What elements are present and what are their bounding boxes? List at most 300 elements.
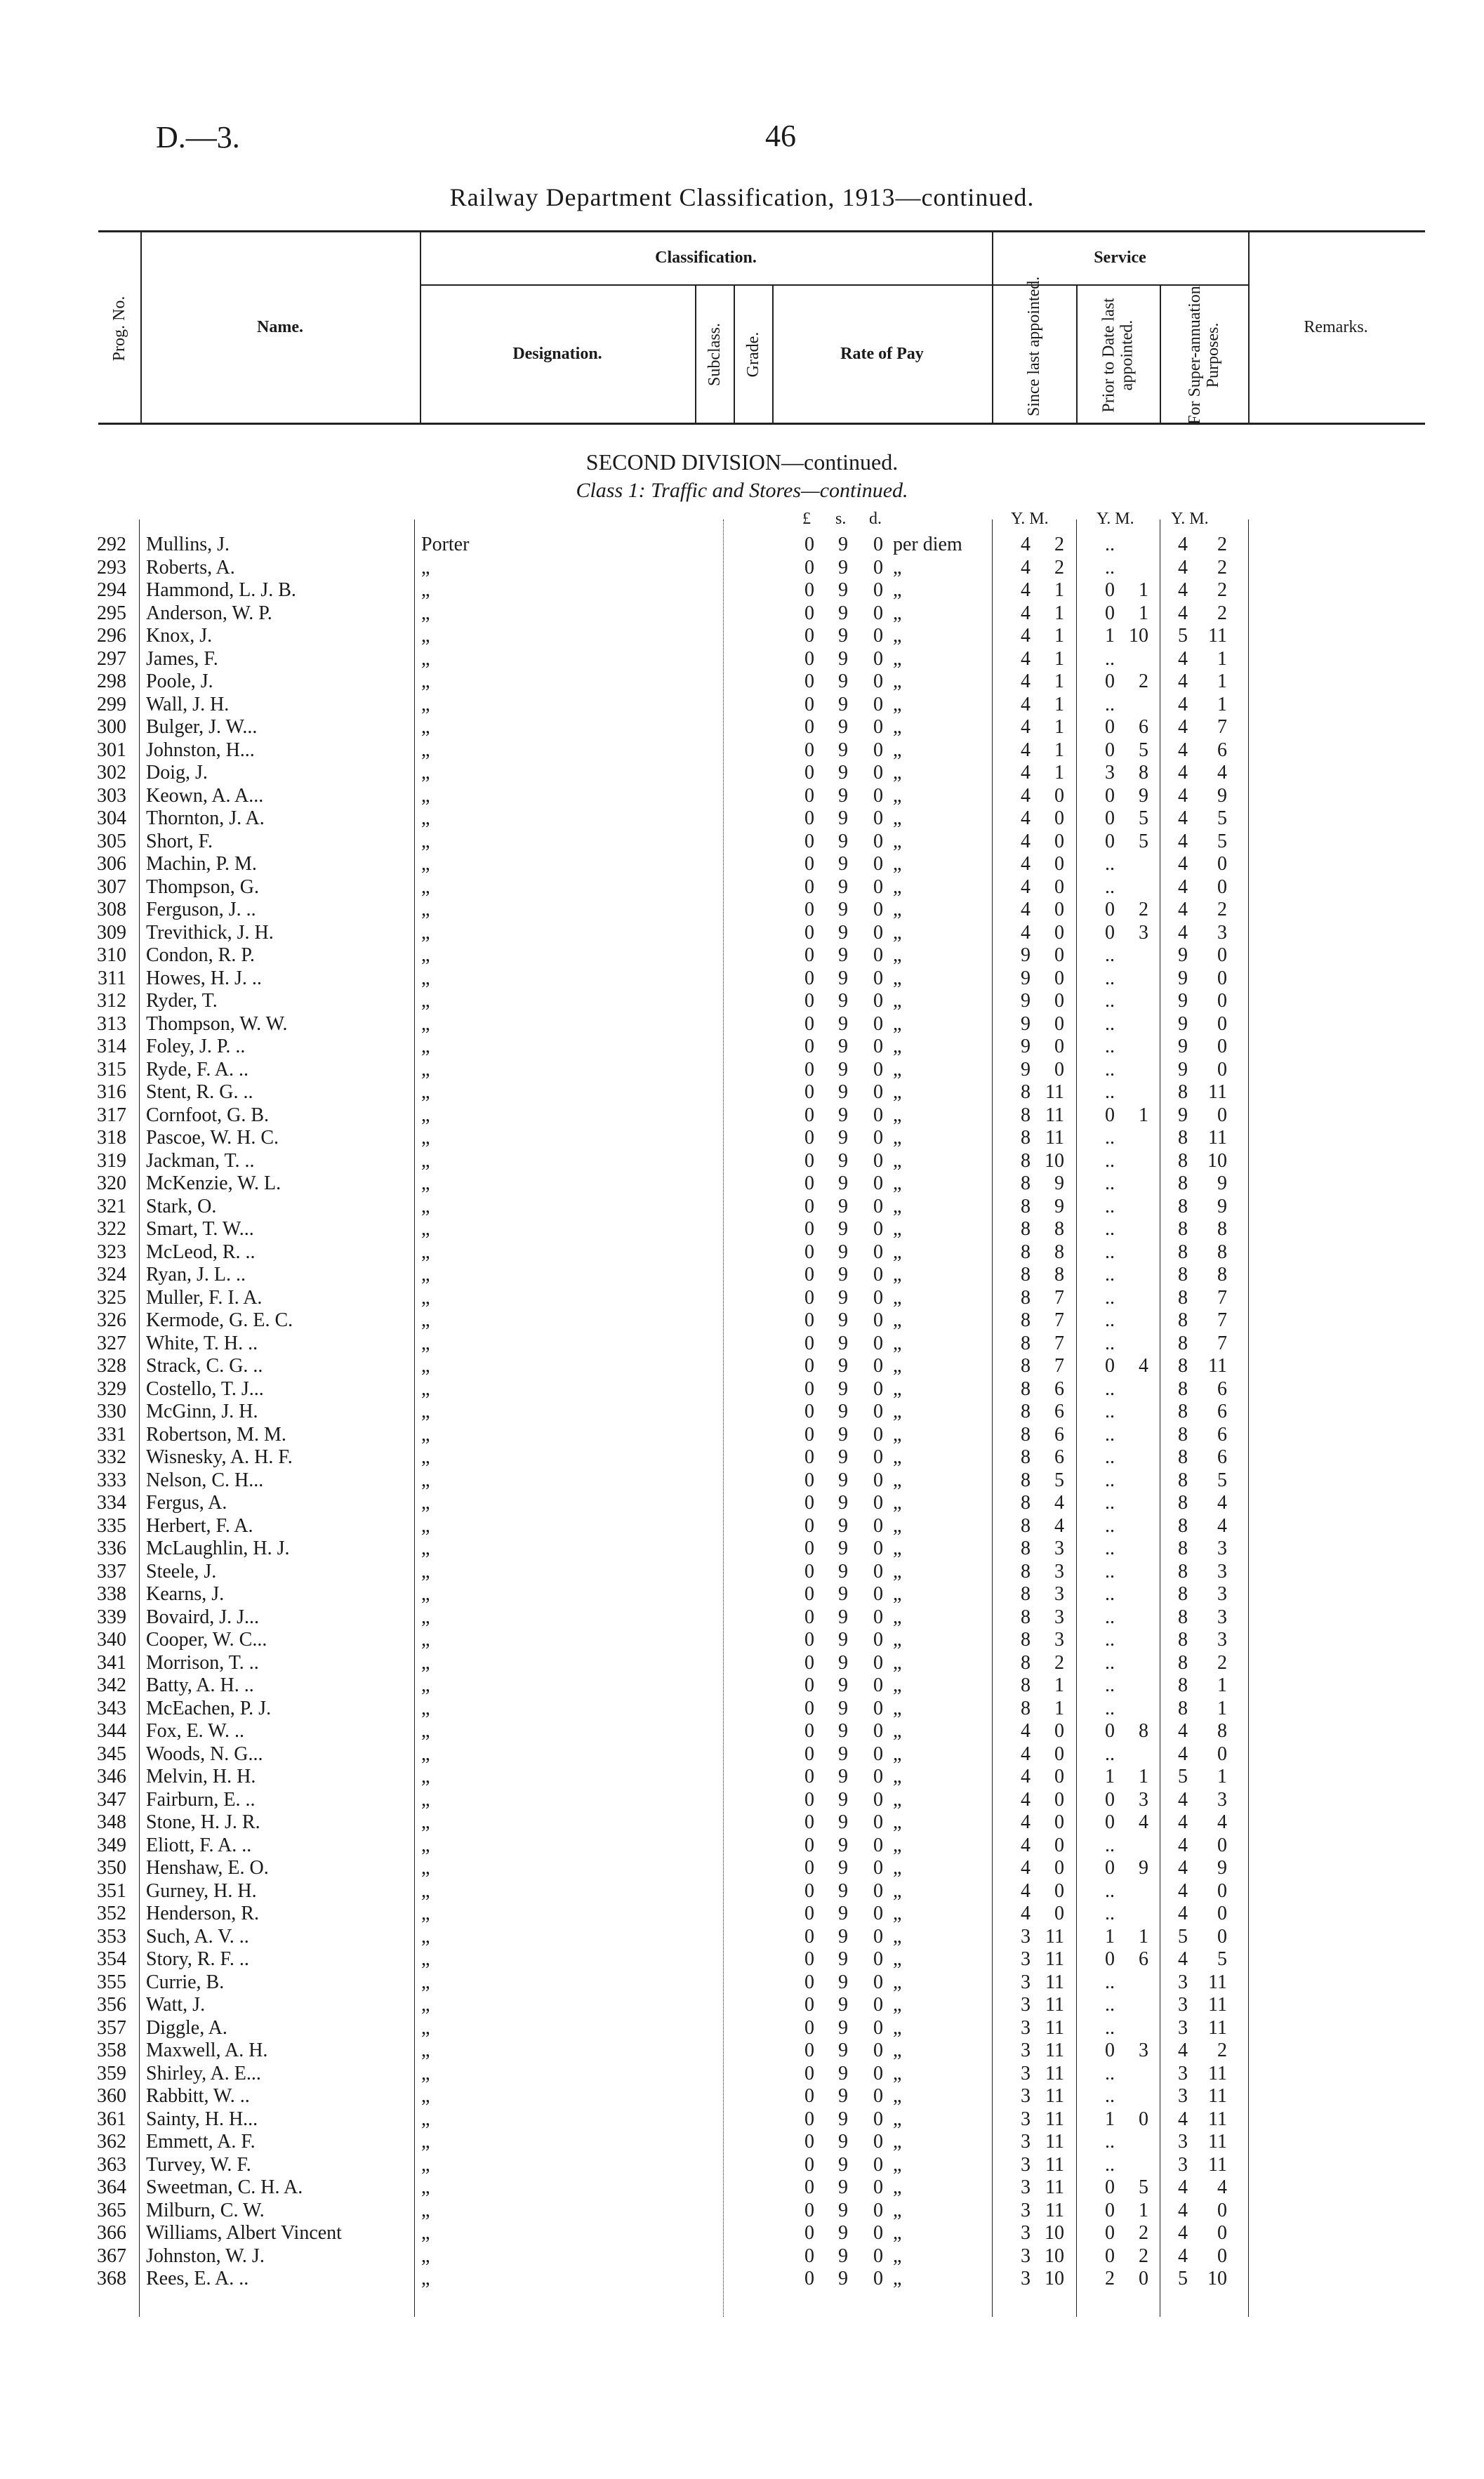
table-row — [0, 1424, 1484, 1447]
name-cell: Stent, R. G. .. — [146, 1081, 253, 1103]
prior-years-cell: .. — [1105, 1743, 1115, 1765]
prog-no-cell: 363 — [97, 2153, 126, 2176]
superannuation-years-cell: 3 — [1178, 1994, 1188, 2016]
superannuation-years-cell: 4 — [1178, 762, 1188, 784]
name-cell: Bulger, J. W... — [146, 716, 258, 738]
table-row — [0, 1538, 1484, 1561]
designation-cell: „ — [421, 1697, 430, 1719]
superannuation-years-cell: 8 — [1178, 1149, 1188, 1172]
pay-pounds-cell: 0 — [804, 1925, 814, 1948]
table-row — [0, 922, 1484, 945]
table-row — [0, 1492, 1484, 1515]
pay-shillings-cell: 9 — [838, 1743, 848, 1765]
superannuation-years-cell: 8 — [1178, 1332, 1188, 1354]
designation-cell: „ — [421, 1309, 430, 1331]
superannuation-months-cell: 8 — [1217, 1264, 1227, 1285]
designation-cell: „ — [421, 1127, 430, 1149]
since-last-years-cell: 8 — [1021, 1195, 1031, 1217]
table-row — [0, 1127, 1484, 1150]
pay-period-cell: „ — [893, 1104, 902, 1126]
superannuation-years-cell: 4 — [1178, 693, 1188, 715]
since-last-years-cell: 3 — [1021, 1948, 1031, 1970]
since-last-months-cell: 0 — [1054, 875, 1064, 898]
designation-cell: „ — [421, 625, 430, 647]
pay-shillings-cell: 9 — [838, 1149, 848, 1172]
superannuation-months-cell: 0 — [1217, 2222, 1227, 2244]
name-cell: Batty, A. H. .. — [146, 1674, 254, 1696]
since-last-years-cell: 8 — [1021, 1264, 1031, 1285]
prior-months-cell: 8 — [1139, 1720, 1148, 1742]
since-last-months-cell: 11 — [1045, 2108, 1064, 2130]
prog-no-cell: 305 — [97, 830, 126, 852]
pay-pence-cell: 0 — [873, 2199, 883, 2221]
designation-header: Designation. — [512, 345, 602, 363]
pay-pence-cell: 0 — [873, 830, 883, 852]
pay-pounds-cell: 0 — [804, 899, 814, 920]
pay-period-cell: „ — [893, 556, 902, 579]
superannuation-months-cell: 1 — [1217, 670, 1227, 692]
since-last-years-cell: 3 — [1021, 1925, 1031, 1948]
prog-no-cell: 328 — [97, 1355, 126, 1377]
since-last-months-cell: 0 — [1054, 1857, 1064, 1879]
designation-cell: „ — [421, 647, 430, 670]
superannuation-years-cell: 5 — [1178, 1925, 1188, 1948]
superannuation-months-cell: 8 — [1217, 1218, 1227, 1240]
pay-pounds-cell: 0 — [804, 1651, 814, 1674]
table-row — [0, 831, 1484, 854]
prog-no-cell: 331 — [97, 1423, 126, 1446]
designation-cell: „ — [421, 1241, 430, 1263]
since-last-years-cell: 8 — [1021, 1560, 1031, 1582]
name-cell: Short, F. — [146, 830, 213, 852]
pay-shillings-cell: 9 — [838, 647, 848, 670]
pay-shillings-cell: 9 — [838, 1036, 848, 1057]
table-row — [0, 1835, 1484, 1858]
pay-period-cell: „ — [893, 1811, 902, 1833]
table-row — [0, 625, 1484, 648]
since-last-months-cell: 0 — [1054, 1788, 1064, 1811]
prog-no-cell: 318 — [97, 1127, 126, 1149]
pay-pounds-cell: 0 — [804, 1674, 814, 1696]
table-row — [0, 1629, 1484, 1652]
superannuation-months-cell: 0 — [1217, 1012, 1227, 1035]
pay-shillings-cell: 9 — [838, 1058, 848, 1080]
pay-period-cell: „ — [893, 1172, 902, 1194]
since-last-years-cell: 3 — [1021, 2040, 1031, 2061]
pay-pounds-cell: 0 — [804, 647, 814, 670]
prog-no-cell: 304 — [97, 807, 126, 829]
pay-shillings-cell: 9 — [838, 2176, 848, 2198]
since-last-years-cell: 4 — [1021, 1879, 1031, 1902]
pay-pounds-cell: 0 — [804, 1514, 814, 1537]
pay-pounds-cell: 0 — [804, 1994, 814, 2016]
since-last-years-cell: 8 — [1021, 1697, 1031, 1719]
superannuation-years-cell: 4 — [1178, 1834, 1188, 1856]
pay-shillings-cell: 9 — [838, 1857, 848, 1879]
prog-no-cell: 309 — [97, 921, 126, 944]
prog-no-cell: 292 — [97, 534, 126, 555]
prog-no-cell: 352 — [97, 1903, 126, 1924]
prior-years-cell: .. — [1105, 1697, 1115, 1719]
prior-years-cell: 0 — [1105, 1104, 1115, 1126]
pay-period-cell: „ — [893, 875, 902, 898]
pay-pounds-cell: 0 — [804, 1309, 814, 1331]
pay-shillings-cell: 9 — [838, 762, 848, 784]
prog-no-cell: 344 — [97, 1720, 126, 1742]
pay-pence-cell: 0 — [873, 1401, 883, 1422]
pay-pounds-cell: 0 — [804, 990, 814, 1012]
superannuation-years-cell: 5 — [1178, 625, 1188, 647]
since-last-years-cell: 9 — [1021, 1058, 1031, 1080]
prog-no-cell: 360 — [97, 2085, 126, 2107]
prior-years-cell: 3 — [1105, 762, 1115, 784]
pay-pence-cell: 0 — [873, 1674, 883, 1696]
designation-cell: „ — [421, 2199, 430, 2221]
prog-no-cell: 297 — [97, 647, 126, 670]
pay-pence-cell: 0 — [873, 1149, 883, 1172]
pay-shillings-cell: 9 — [838, 990, 848, 1012]
prior-years-cell: .. — [1105, 1674, 1115, 1696]
since-last-years-cell: 3 — [1021, 2176, 1031, 2198]
name-cell: Bovaird, J. J... — [146, 1606, 259, 1628]
superannuation-years-cell: 4 — [1178, 784, 1188, 807]
pay-shillings-cell: 9 — [838, 1994, 848, 2016]
prog-no-cell: 295 — [97, 602, 126, 624]
superannuation-years-cell: 9 — [1178, 990, 1188, 1012]
since-last-months-cell: 11 — [1045, 2199, 1064, 2221]
table-row — [0, 990, 1484, 1013]
pay-pounds-cell: 0 — [804, 1241, 814, 1263]
pay-shillings-cell: 9 — [838, 967, 848, 989]
since-last-months-cell: 11 — [1045, 1127, 1064, 1149]
table-row — [0, 2222, 1484, 2245]
name-cell: Fox, E. W. .. — [146, 1720, 245, 1742]
pay-shillings-cell: 9 — [838, 2199, 848, 2221]
pay-shillings-cell: 9 — [838, 875, 848, 898]
pay-pounds-cell: 0 — [804, 1720, 814, 1742]
prog-no-cell: 349 — [97, 1834, 126, 1856]
years-months-unit: Y. M. — [1011, 510, 1049, 528]
prior-years-cell: .. — [1105, 1560, 1115, 1582]
since-last-months-cell: 3 — [1054, 1560, 1064, 1582]
pay-shillings-cell: 9 — [838, 2062, 848, 2084]
since-last-months-cell: 6 — [1054, 1446, 1064, 1468]
prog-no-cell: 299 — [97, 693, 126, 715]
since-last-years-cell: 8 — [1021, 1355, 1031, 1377]
name-cell: McEachen, P. J. — [146, 1697, 272, 1719]
pay-shillings-cell: 9 — [838, 2040, 848, 2061]
pay-shillings-cell: 9 — [838, 1241, 848, 1263]
pay-period-cell: „ — [893, 1674, 902, 1696]
since-last-years-cell: 3 — [1021, 1971, 1031, 1993]
designation-cell: „ — [421, 1834, 430, 1856]
since-last-months-cell: 0 — [1054, 807, 1064, 829]
designation-cell: „ — [421, 1903, 430, 1924]
superannuation-months-cell: 11 — [1208, 2062, 1227, 2084]
pay-pence-cell: 0 — [873, 1948, 883, 1970]
prior-years-cell: .. — [1105, 1149, 1115, 1172]
since-last-months-cell: 6 — [1054, 1423, 1064, 1446]
since-last-months-cell: 4 — [1054, 1492, 1064, 1514]
prior-years-cell: 2 — [1105, 2268, 1115, 2289]
superannuation-years-cell: 4 — [1178, 807, 1188, 829]
name-header: Name. — [257, 317, 303, 336]
prior-to-date-header: Prior to Date last appointed. — [1099, 298, 1137, 413]
since-last-years-cell: 8 — [1021, 1127, 1031, 1149]
prog-no-cell: 298 — [97, 670, 126, 692]
designation-cell: „ — [421, 2062, 430, 2084]
since-last-months-cell: 1 — [1054, 1674, 1064, 1696]
superannuation-years-cell: 8 — [1178, 1674, 1188, 1696]
superannuation-years-cell: 8 — [1178, 1629, 1188, 1651]
name-cell: Sainty, H. H... — [146, 2108, 258, 2130]
name-cell: Howes, H. J. .. — [146, 967, 262, 989]
since-last-months-cell: 1 — [1054, 670, 1064, 692]
pay-pence-cell: 0 — [873, 1081, 883, 1103]
prior-years-cell: 0 — [1105, 1788, 1115, 1811]
superannuation-years-cell: 8 — [1178, 1606, 1188, 1628]
name-cell: Strack, C. G. .. — [146, 1355, 263, 1377]
prior-years-cell: .. — [1105, 1583, 1115, 1605]
since-last-years-cell: 4 — [1021, 534, 1031, 555]
superannuation-months-cell: 6 — [1217, 1401, 1227, 1422]
pay-period-cell: „ — [893, 1834, 902, 1856]
name-cell: Robertson, M. M. — [146, 1423, 286, 1446]
table-row — [0, 1081, 1484, 1104]
name-cell: Ryan, J. L. .. — [146, 1264, 246, 1285]
pay-pounds-cell: 0 — [804, 1423, 814, 1446]
name-cell: Cornfoot, G. B. — [146, 1104, 269, 1126]
superannuation-months-cell: 11 — [1208, 1971, 1227, 1993]
name-cell: Doig, J. — [146, 762, 208, 784]
since-last-years-cell: 9 — [1021, 967, 1031, 989]
prior-months-cell: 5 — [1139, 2176, 1148, 2198]
superannuation-months-cell: 2 — [1217, 602, 1227, 624]
pay-pence-cell: 0 — [873, 2268, 883, 2289]
prior-years-cell: .. — [1105, 1651, 1115, 1674]
since-last-months-cell: 11 — [1045, 2153, 1064, 2176]
pay-pounds-cell: 0 — [804, 1948, 814, 1970]
pay-shillings-cell: 9 — [838, 944, 848, 966]
designation-cell: „ — [421, 762, 430, 784]
since-last-months-cell: 0 — [1054, 1012, 1064, 1035]
designation-cell: „ — [421, 1012, 430, 1035]
since-last-months-cell: 1 — [1054, 739, 1064, 761]
pay-pence-cell: 0 — [873, 1857, 883, 1879]
prog-no-cell: 307 — [97, 875, 126, 898]
superannuation-months-cell: 5 — [1217, 1469, 1227, 1491]
designation-cell: „ — [421, 1377, 430, 1400]
prior-years-cell: .. — [1105, 1879, 1115, 1902]
since-last-years-cell: 4 — [1021, 762, 1031, 784]
name-cell: Sweetman, C. H. A. — [146, 2176, 303, 2198]
table-row — [0, 2176, 1484, 2200]
superannuation-months-cell: 3 — [1217, 1560, 1227, 1582]
superannuation-years-cell: 4 — [1178, 602, 1188, 624]
prior-years-cell: 1 — [1105, 1925, 1115, 1948]
pay-period-cell: „ — [893, 2199, 902, 2221]
since-last-years-cell: 8 — [1021, 1583, 1031, 1605]
superannuation-years-cell: 4 — [1178, 556, 1188, 579]
pay-period-cell: „ — [893, 1286, 902, 1309]
pay-pounds-cell: 0 — [804, 1332, 814, 1354]
prog-no-cell: 323 — [97, 1241, 126, 1263]
table-row — [0, 1948, 1484, 1971]
superannuation-years-cell: 8 — [1178, 1195, 1188, 1217]
since-last-months-cell: 0 — [1054, 921, 1064, 944]
class-title: Class 1: Traffic and Stores—continued. — [576, 479, 908, 502]
pay-pounds-cell: 0 — [804, 1629, 814, 1651]
pay-period-cell: „ — [893, 1241, 902, 1263]
pay-period-cell: „ — [893, 1651, 902, 1674]
name-cell: Fergus, A. — [146, 1492, 227, 1514]
superannuation-years-cell: 4 — [1178, 1720, 1188, 1742]
pay-pounds-cell: 0 — [804, 625, 814, 647]
superannuation-months-cell: 11 — [1208, 2153, 1227, 2176]
pay-pounds-cell: 0 — [804, 2199, 814, 2221]
page-number: 46 — [765, 119, 796, 153]
table-row — [0, 899, 1484, 922]
unit-headings — [0, 510, 1484, 534]
pay-pence-cell: 0 — [873, 625, 883, 647]
years-months-unit: Y. M. — [1097, 510, 1134, 528]
pay-shillings-cell: 9 — [838, 693, 848, 715]
pay-pounds-cell: 0 — [804, 716, 814, 738]
prior-months-cell: 8 — [1139, 762, 1148, 784]
prior-years-cell: .. — [1105, 556, 1115, 579]
pay-period-cell: „ — [893, 1720, 902, 1742]
prior-years-cell: 0 — [1105, 1720, 1115, 1742]
prog-no-cell: 358 — [97, 2040, 126, 2061]
name-cell: Hammond, L. J. B. — [146, 579, 296, 601]
since-last-months-cell: 0 — [1054, 967, 1064, 989]
name-cell: Nelson, C. H... — [146, 1469, 264, 1491]
since-last-years-cell: 4 — [1021, 899, 1031, 920]
since-last-months-cell: 8 — [1054, 1241, 1064, 1263]
since-last-years-cell: 9 — [1021, 990, 1031, 1012]
designation-cell: „ — [421, 2016, 430, 2039]
since-last-years-cell: 4 — [1021, 602, 1031, 624]
superannuation-months-cell: 6 — [1217, 1446, 1227, 1468]
table-row — [0, 648, 1484, 671]
prior-years-cell: .. — [1105, 1332, 1115, 1354]
name-cell: Henshaw, E. O. — [146, 1857, 269, 1879]
pay-pounds-cell: 0 — [804, 2222, 814, 2244]
prog-no-header: Prog. No. — [110, 296, 128, 362]
pay-pounds-cell: 0 — [804, 875, 814, 898]
superannuation-months-cell: 11 — [1208, 2131, 1227, 2153]
prior-years-cell: 0 — [1105, 2222, 1115, 2244]
superannuation-months-cell: 11 — [1208, 1081, 1227, 1103]
designation-cell: Porter — [421, 534, 470, 555]
pay-pounds-cell: 0 — [804, 1058, 814, 1080]
table-row — [0, 1652, 1484, 1675]
since-last-months-cell: 7 — [1054, 1355, 1064, 1377]
superannuation-months-cell: 10 — [1207, 2268, 1227, 2289]
prior-years-cell: .. — [1105, 944, 1115, 966]
pay-period-cell: per diem — [893, 534, 962, 555]
pay-pence-cell: 0 — [873, 2245, 883, 2267]
table-row — [0, 1857, 1484, 1880]
pay-pounds-cell: 0 — [804, 830, 814, 852]
prog-no-cell: 337 — [97, 1560, 126, 1582]
prog-no-cell: 322 — [97, 1218, 126, 1240]
superannuation-years-cell: 8 — [1178, 1241, 1188, 1263]
pay-shillings-cell: 9 — [838, 2153, 848, 2176]
superannuation-years-cell: 8 — [1178, 1697, 1188, 1719]
name-cell: Thornton, J. A. — [146, 807, 265, 829]
superannuation-years-cell: 4 — [1178, 921, 1188, 944]
prog-no-cell: 301 — [97, 739, 126, 761]
pay-pounds-cell: 0 — [804, 693, 814, 715]
since-last-months-cell: 8 — [1054, 1218, 1064, 1240]
superannuation-years-cell: 4 — [1178, 2176, 1188, 2198]
pay-pounds-cell: 0 — [804, 1355, 814, 1377]
table-row — [0, 534, 1484, 557]
prog-no-cell: 330 — [97, 1401, 126, 1422]
table-row — [0, 1994, 1484, 2017]
since-last-years-cell: 4 — [1021, 875, 1031, 898]
pay-pence-cell: 0 — [873, 2016, 883, 2039]
prog-no-cell: 339 — [97, 1606, 126, 1628]
pay-pounds-cell: 0 — [804, 1583, 814, 1605]
superannuation-years-cell: 4 — [1178, 647, 1188, 670]
prior-years-cell: .. — [1105, 1218, 1115, 1240]
superannuation-years-cell: 4 — [1178, 739, 1188, 761]
prior-years-cell: .. — [1105, 1195, 1115, 1217]
table-row — [0, 1971, 1484, 1995]
prog-no-cell: 306 — [97, 853, 126, 875]
designation-cell: „ — [421, 2040, 430, 2061]
pay-period-cell: „ — [893, 2268, 902, 2289]
since-last-months-cell: 10 — [1045, 2222, 1064, 2244]
superannuation-months-cell: 2 — [1217, 899, 1227, 920]
table-row — [0, 2063, 1484, 2086]
pay-shillings-cell: 9 — [838, 1081, 848, 1103]
name-cell: Kearns, J. — [146, 1583, 225, 1605]
pay-pounds-cell: 0 — [804, 1903, 814, 1924]
table-row — [0, 1059, 1484, 1082]
since-last-months-cell: 11 — [1045, 1925, 1064, 1948]
designation-cell: „ — [421, 1264, 430, 1285]
prog-no-cell: 359 — [97, 2062, 126, 2084]
prior-months-cell: 6 — [1139, 1948, 1148, 1970]
prog-no-cell: 319 — [97, 1149, 126, 1172]
pay-period-cell: „ — [893, 1925, 902, 1948]
designation-cell: „ — [421, 2268, 430, 2289]
pay-period-cell: „ — [893, 602, 902, 624]
prog-no-cell: 354 — [97, 1948, 126, 1970]
pay-shillings-cell: 9 — [838, 2016, 848, 2039]
pay-period-cell: „ — [893, 784, 902, 807]
pay-period-cell: „ — [893, 921, 902, 944]
pay-period-cell: „ — [893, 1514, 902, 1537]
designation-cell: „ — [421, 899, 430, 920]
since-last-years-cell: 8 — [1021, 1514, 1031, 1537]
designation-cell: „ — [421, 579, 430, 601]
designation-cell: „ — [421, 784, 430, 807]
since-last-years-cell: 9 — [1021, 1012, 1031, 1035]
pay-pounds-cell: 0 — [804, 1606, 814, 1628]
prior-months-cell: 3 — [1139, 2040, 1148, 2061]
superannuation-months-cell: 11 — [1208, 1127, 1227, 1149]
pay-pence-cell: 0 — [873, 1697, 883, 1719]
name-cell: Such, A. V. .. — [146, 1925, 249, 1948]
since-last-years-cell: 4 — [1021, 1834, 1031, 1856]
pay-pence-cell: 0 — [873, 2153, 883, 2176]
pay-pence-cell: 0 — [873, 1788, 883, 1811]
prog-no-cell: 361 — [97, 2108, 126, 2130]
